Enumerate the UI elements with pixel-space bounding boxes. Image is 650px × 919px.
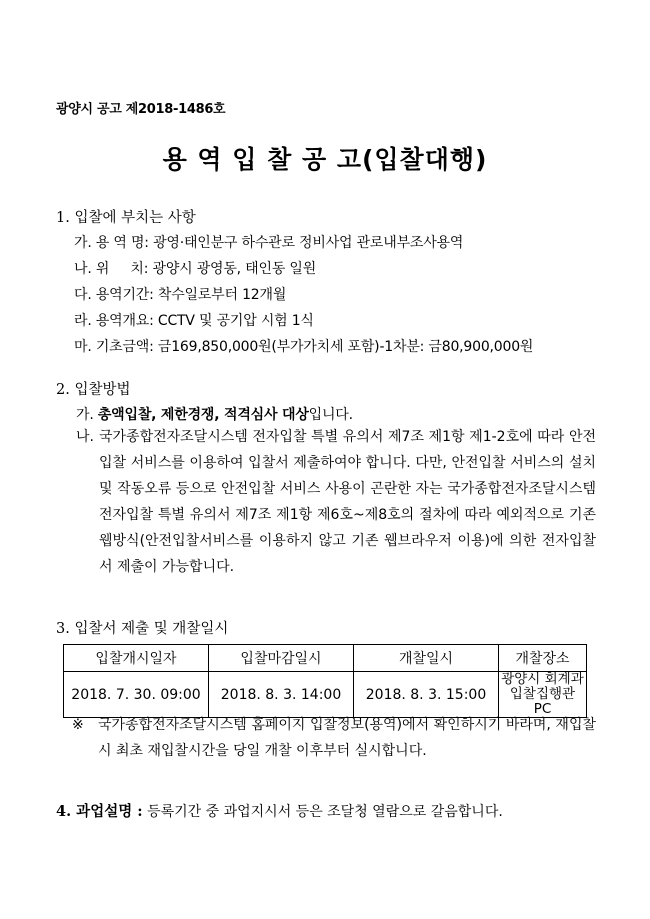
document-title: 용 역 입 찰 공 고(입찰대행) [162, 145, 488, 174]
cell-opening-place-line1: 광양시 회계과 [501, 671, 584, 687]
cell-bid-deadline: 2018. 8. 3. 14:00 [209, 672, 354, 718]
section2-item-a-label: 가. [76, 407, 94, 423]
schedule-table-header-row [64, 645, 587, 672]
cell-bid-start: 2018. 7. 30. 09:00 [64, 672, 209, 718]
section1-item-period: 다. 용역기간: 착수일로부터 12개월 [74, 287, 287, 303]
section2-heading: 2. 입찰방법 [56, 382, 131, 398]
schedule-table [63, 644, 587, 718]
cell-opening-place-line2: 입찰집행관 PC [509, 686, 576, 717]
section2-item-b-label: 나. [76, 429, 94, 445]
header-bid-deadline: 입찰마감일시 [209, 645, 354, 672]
section2-item-a-bold: 총액입찰, 제한경쟁, 적격심사 대상 [97, 407, 309, 423]
section2-item-a-suffix: 입니다. [308, 407, 353, 423]
section3-note [72, 712, 596, 764]
section1-item-base-amount: 마. 기초금액: 금169,850,000원(부가가치세 포함)-1차분: 금80,900,000원 [74, 339, 534, 355]
notice-number: 광양시 공고 제2018-1486호 [56, 102, 226, 117]
note-mark: ※ [72, 717, 84, 733]
schedule-table-row [64, 672, 587, 718]
section2-item-a [76, 404, 353, 424]
section1-item-location: 나. 위 치: 광양시 광영동, 태인동 일원 [74, 261, 317, 277]
section1-heading: 1. 입찰에 부치는 사항 [56, 210, 196, 226]
section2-item-b-text: 국가종합전자조달시스템 전자입찰 특별 유의서 제7조 제1항 제1-2호에 따라 안전입찰 서비스를 이용하여 입찰서 제출하여야 합니다. 다만, 안전입찰 서비스의 설치 및 작동오류 등으로 안전입찰 서비스 사용이 곤란한 자는 국가종합전자조달시스템 전자입찰 특별 유의서 제7조 제1항 제6호~제8호의 절차에 따라 예외적으로 기존 웹방식(안전입찰서비스를 이용하지 않고 기존 웹브라우저 이용)에 의한 전자입찰서 제출이 가능합니다. [99, 429, 596, 575]
section3-note-text: 국가종합전자조달시스템 홈페이지 입찰정보(용역)에서 확인하시기 바라며, 재입찰시 최초 재입찰시간을 당일 개찰 이후부터 실시합니다. [98, 717, 596, 759]
section1-item-service-name: 가. 용 역 명: 광영·태인분구 하수관로 정비사업 관로내부조사용역 [74, 235, 464, 251]
header-opening-time: 개찰일시 [354, 645, 499, 672]
section4-text: 등록기간 중 과업지시서 등은 조달청 열람으로 갈음합니다. [142, 804, 503, 820]
section2-item-b [76, 424, 596, 580]
section3-heading: 3. 입찰서 제출 및 개찰일시 [56, 621, 229, 637]
section4-heading: 4. 과업설명 : [56, 803, 143, 820]
cell-opening-place [499, 672, 587, 718]
header-bid-start: 입찰개시일자 [64, 645, 209, 672]
header-opening-place: 개찰장소 [499, 645, 587, 672]
cell-opening-time: 2018. 8. 3. 15:00 [354, 672, 499, 718]
section1-item-overview: 라. 용역개요: CCTV 및 공기압 시험 1식 [74, 313, 314, 329]
section4 [56, 800, 503, 821]
